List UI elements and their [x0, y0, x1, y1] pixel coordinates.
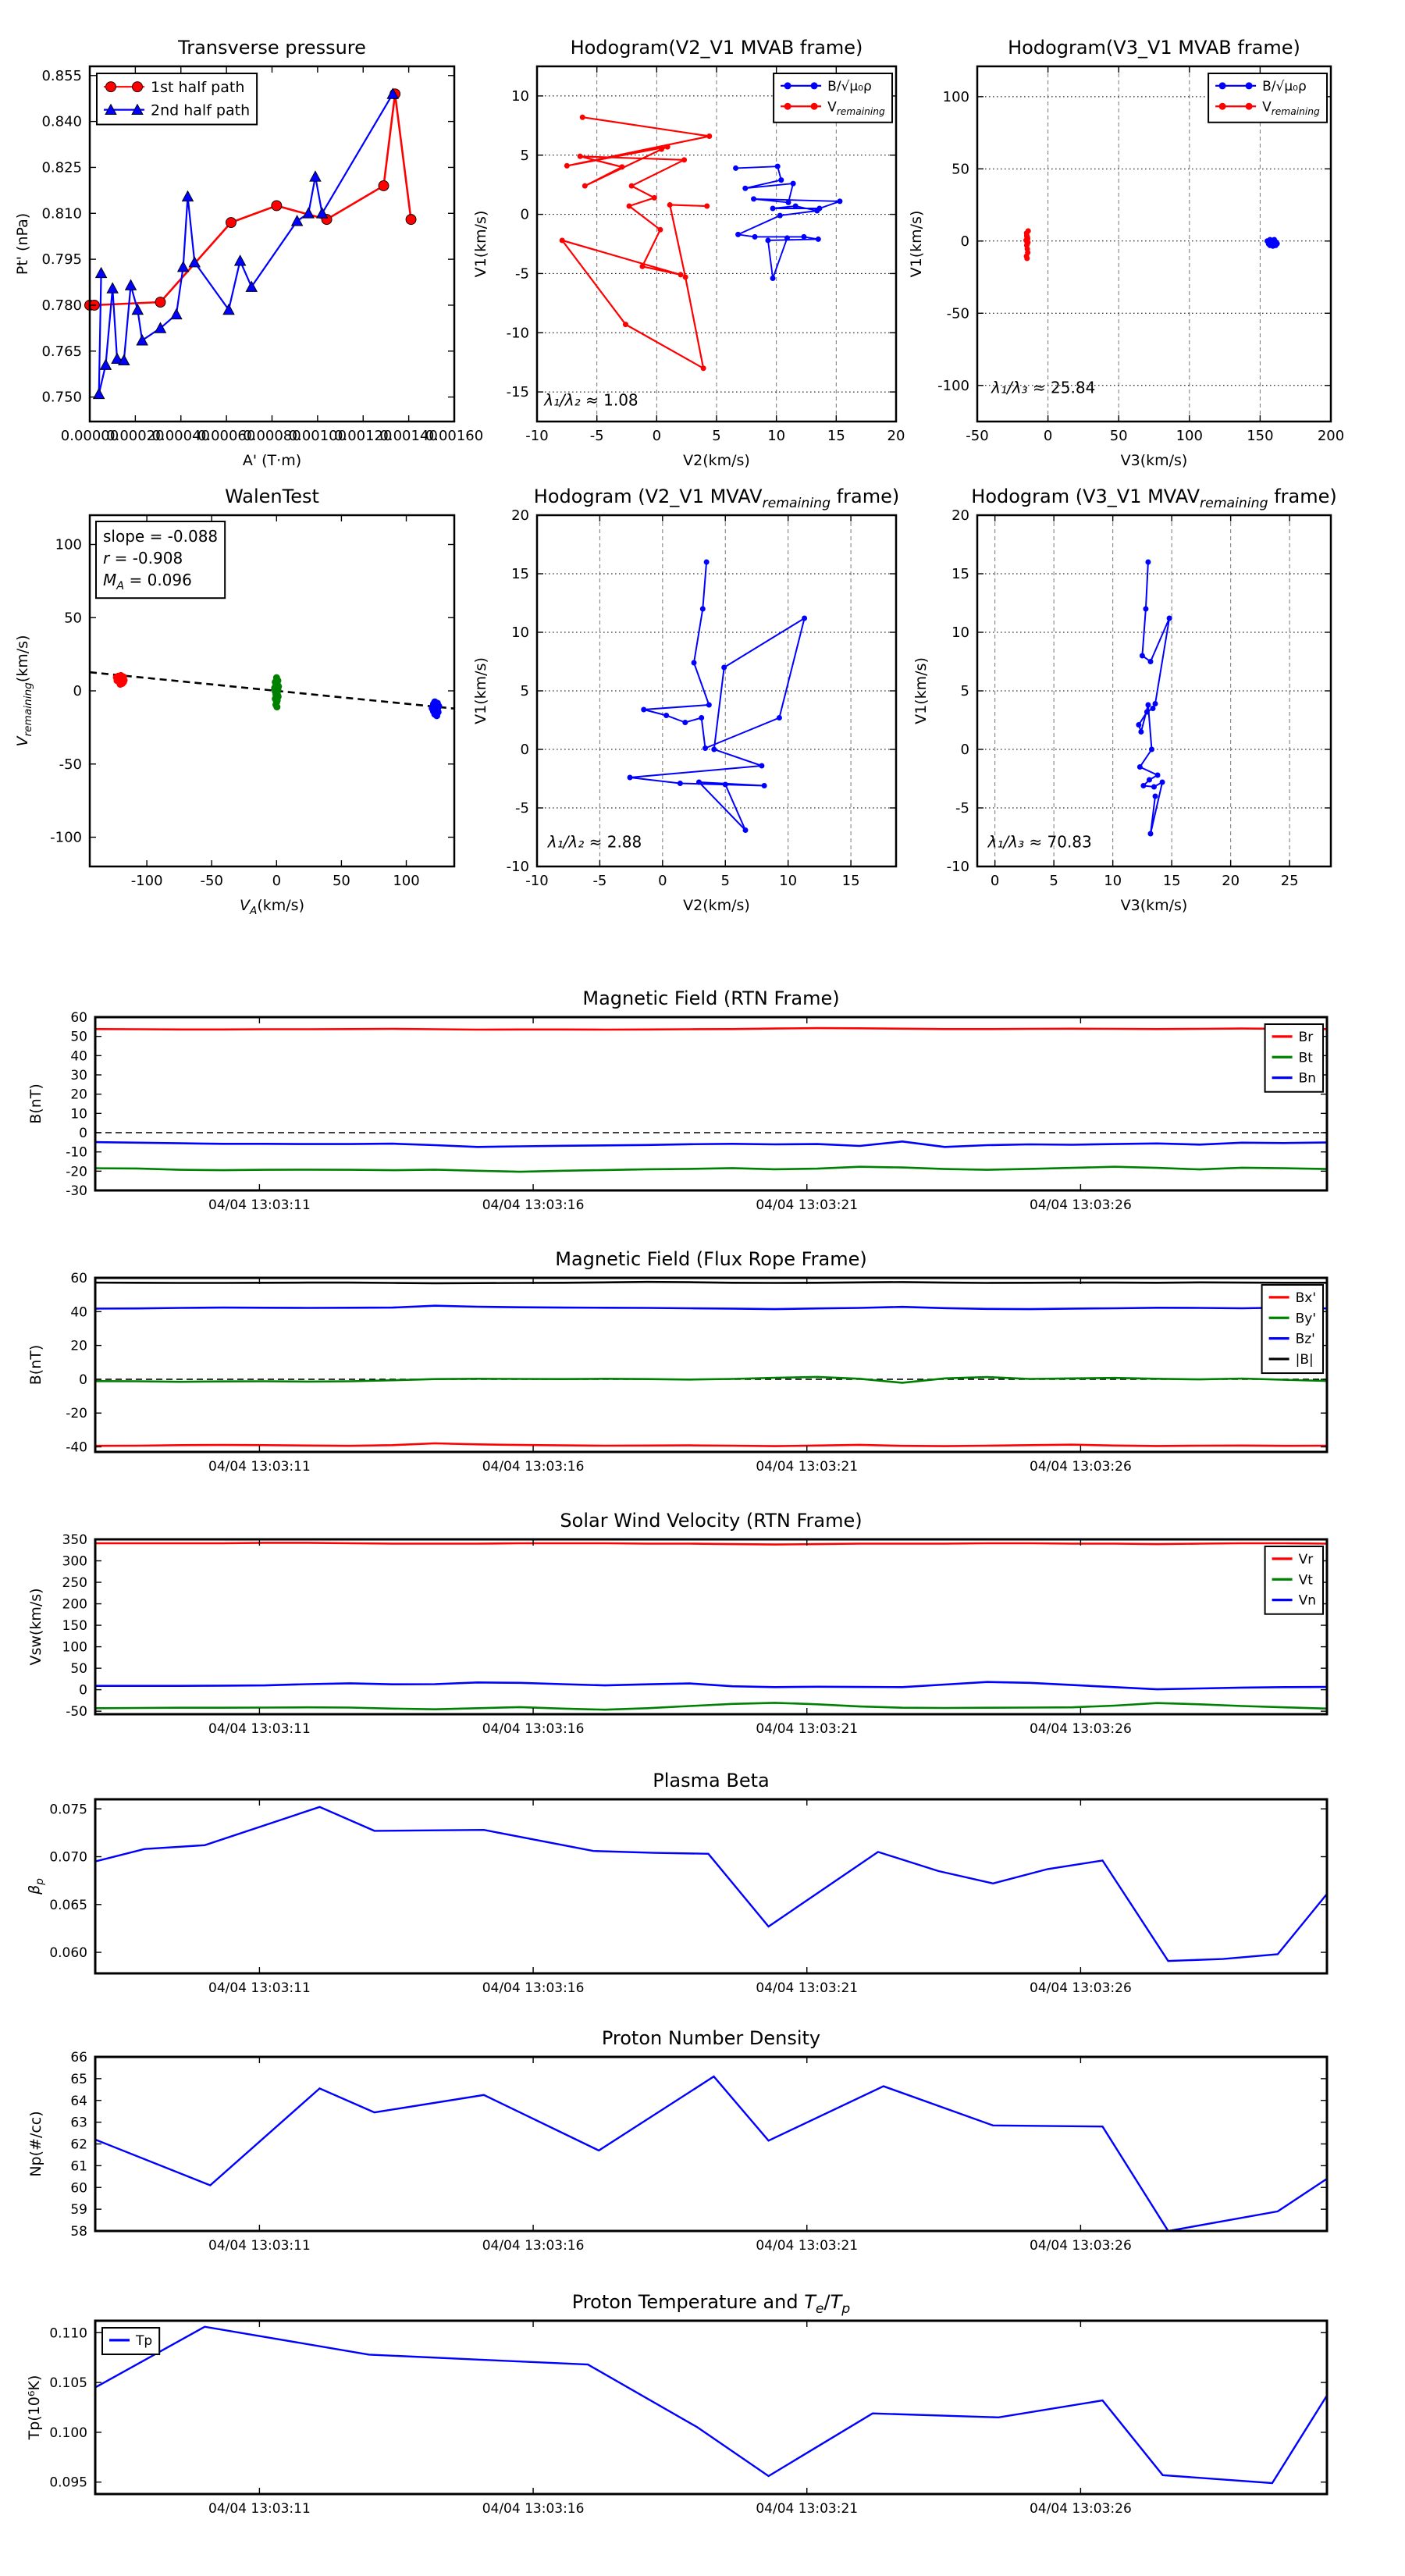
- x-tick-label: 04/04 13:03:21: [756, 1721, 859, 1737]
- x-tick-label: 04/04 13:03:11: [208, 2501, 311, 2517]
- y-tick-label: 60: [70, 1271, 87, 1286]
- legend-label: Vt: [1298, 1572, 1313, 1589]
- x-tick-label: 20: [1222, 873, 1240, 889]
- x-tick-label: 0.00040: [151, 428, 210, 444]
- y-tick-label: 200: [62, 1596, 87, 1613]
- x-axis-label: V2(km/s): [683, 452, 750, 469]
- plot-hodogram-v2v1-mvav: [472, 486, 900, 914]
- y-tick-label: 0.060: [49, 1945, 87, 1962]
- y-tick-label: -5: [515, 800, 529, 817]
- legend: [1265, 1024, 1323, 1092]
- legend: [102, 2328, 159, 2354]
- legend-label: Vr: [1298, 1552, 1314, 1568]
- y-tick-label: 0.750: [41, 389, 82, 406]
- legend-label: 2nd half path: [151, 101, 251, 119]
- series-alfven-red: [113, 672, 128, 688]
- y-tick-label: 300: [62, 1553, 87, 1570]
- x-tick-label: 50: [1109, 428, 1128, 444]
- x-tick-label: 100: [393, 873, 420, 889]
- y-tick-label: -10: [506, 325, 529, 342]
- y-tick-label: 10: [951, 624, 969, 641]
- y-tick-label: 0: [73, 683, 82, 699]
- annotation: λ₁/λ₂ ≈ 1.08: [544, 390, 638, 410]
- x-tick-label: 04/04 13:03:21: [756, 2501, 859, 2517]
- y-tick-label: -10: [506, 859, 529, 875]
- y-tick-label: 60: [70, 2180, 87, 2197]
- x-tick-label: 04/04 13:03:26: [1030, 2501, 1132, 2517]
- x-tick-label: 04/04 13:03:16: [482, 1197, 585, 1213]
- series-alfven-green: [271, 674, 282, 711]
- y-tick-label: -15: [506, 384, 529, 401]
- series-beta-p: [95, 1807, 1327, 1961]
- annotation: λ₁/λ₂ ≈ 2.88: [547, 832, 642, 852]
- x-tick-label: 04/04 13:03:21: [756, 1459, 859, 1475]
- x-tick-label: 04/04 13:03:21: [756, 2238, 859, 2254]
- y-tick-label: -50: [66, 1704, 87, 1720]
- plot-hodogram-v3v1-mvab: [908, 37, 1345, 469]
- series-Np: [95, 2076, 1327, 2231]
- chart-proton-number-density: [27, 2027, 1327, 2254]
- y-axis-label: $V_{remaining}(km/s)$: [14, 635, 34, 747]
- x-tick-label: 100: [1176, 428, 1203, 444]
- y-tick-label: -30: [66, 1183, 87, 1199]
- annotation: λ₁/λ₃ ≈ 70.83: [987, 832, 1092, 852]
- legend-label: Bx': [1295, 1290, 1317, 1307]
- x-tick-label: 5: [720, 873, 730, 889]
- x-tick-label: 10: [767, 428, 786, 444]
- y-tick-label: 0: [79, 1126, 87, 1141]
- chart-hodogram-v2v1-mvab: [472, 37, 905, 469]
- chart-hodogram-v2v1-mvav: [472, 486, 900, 914]
- x-axis-label: $V_A(km/s)$: [240, 897, 304, 917]
- y-tick-label: 59: [70, 2202, 87, 2218]
- y-axis-label: Tp(10⁶K): [26, 2375, 43, 2440]
- y-tick-label: 50: [64, 610, 82, 627]
- x-tick-label: 0: [990, 873, 1000, 889]
- x-axis-label: V2(km/s): [683, 897, 750, 914]
- y-axis-label: V1(km/s): [908, 210, 925, 278]
- x-tick-label: 0.00000: [60, 428, 119, 444]
- chart-hodogram-v3v1-mvab: [908, 37, 1345, 469]
- x-tick-label: 25: [1280, 873, 1299, 889]
- plot-magnetic-field-rtn: [27, 987, 1327, 1213]
- x-tick-label: 0.00020: [106, 428, 165, 444]
- plot-title: Solar Wind Velocity (RTN Frame): [560, 1510, 863, 1532]
- y-tick-label: 0.065: [49, 1897, 87, 1913]
- legend-label: Bz': [1295, 1331, 1315, 1347]
- x-tick-label: 04/04 13:03:21: [756, 1980, 859, 1996]
- plot-title: Transverse pressure: [178, 37, 366, 59]
- y-tick-label: -100: [937, 377, 969, 394]
- chart-walen-test: [14, 486, 454, 917]
- x-tick-label: 50: [332, 873, 350, 889]
- plot-title: Magnetic Field (RTN Frame): [582, 987, 840, 1009]
- x-tick-label: 04/04 13:03:11: [208, 1459, 311, 1475]
- series-2nd half path: [94, 88, 399, 398]
- x-tick-label: -5: [589, 428, 604, 444]
- x-tick-label: 04/04 13:03:26: [1030, 1980, 1132, 1996]
- y-tick-label: -5: [955, 800, 969, 817]
- y-tick-label: 150: [62, 1618, 87, 1635]
- plot-title: Hodogram (V3_V1 $MVAV_{remaining}$ frame): [971, 486, 1337, 512]
- legend-label: Tp: [136, 2333, 153, 2350]
- x-tick-label: 0.00080: [243, 428, 301, 444]
- y-tick-label: 40: [70, 1304, 87, 1321]
- plot-hodogram-v2v1-mvab: [472, 37, 905, 469]
- legend-label: 1st half path: [151, 79, 245, 97]
- y-tick-label: 20: [70, 1338, 87, 1354]
- series-Bn: [95, 1141, 1327, 1147]
- y-tick-label: 63: [70, 2115, 87, 2131]
- y-tick-label: 0: [79, 1372, 87, 1388]
- y-tick-label: 0.855: [41, 67, 82, 84]
- y-tick-label: 0.105: [49, 2375, 87, 2392]
- y-tick-label: 30: [70, 1068, 87, 1083]
- y-tick-label: 58: [70, 2224, 87, 2240]
- legend: [1208, 73, 1327, 123]
- plot-title: Magnetic Field (Flux Rope Frame): [555, 1248, 867, 1270]
- plot-title: Proton Temperature and $T_e/T_p$: [571, 2291, 851, 2318]
- legend-label: By': [1295, 1311, 1317, 1327]
- x-tick-label: 15: [1162, 873, 1181, 889]
- x-tick-label: 0.00120: [334, 428, 393, 444]
- y-tick-label: -50: [59, 756, 82, 773]
- series-Vt: [95, 1703, 1327, 1710]
- x-tick-label: 0.00100: [288, 428, 347, 444]
- x-tick-label: 5: [712, 428, 721, 444]
- y-tick-label: 0.780: [41, 297, 82, 314]
- x-tick-label: 0.00160: [425, 428, 484, 444]
- x-tick-label: 15: [827, 428, 845, 444]
- series-V-path: [628, 560, 808, 834]
- legend-label: $V_{remaining}$: [827, 99, 885, 117]
- legend: [774, 73, 892, 123]
- y-tick-label: 50: [951, 161, 969, 178]
- x-tick-label: -50: [200, 873, 223, 889]
- y-axis-label: Np(#/cc): [27, 2111, 44, 2177]
- chart-solar-wind-velocity-rtn: [27, 1510, 1327, 1737]
- x-tick-label: 04/04 13:03:11: [208, 1197, 311, 1213]
- x-tick-label: 0: [658, 873, 667, 889]
- y-tick-label: 10: [511, 87, 529, 105]
- chart-hodogram-v3v1-mvav: [912, 486, 1337, 914]
- y-tick-label: 5: [520, 683, 529, 699]
- x-tick-label: 04/04 13:03:11: [208, 1980, 311, 1996]
- series-Bt: [95, 1167, 1327, 1172]
- series-B-over-sqrt-mu0rho: [733, 164, 842, 281]
- y-axis-label: B(nT): [27, 1344, 44, 1386]
- plot-plasma-beta: [26, 1770, 1327, 1996]
- y-tick-label: 0.810: [41, 205, 82, 222]
- series-|B|: [95, 1282, 1327, 1283]
- y-axis-label: $\beta_p$: [26, 1878, 46, 1895]
- x-tick-label: 04/04 13:03:26: [1030, 1721, 1132, 1737]
- y-tick-label: 100: [62, 1639, 87, 1656]
- x-tick-label: -50: [966, 428, 989, 444]
- y-tick-label: 350: [62, 1532, 87, 1548]
- x-tick-label: 04/04 13:03:16: [482, 1459, 585, 1475]
- x-tick-label: 0.00060: [197, 428, 256, 444]
- y-tick-label: -20: [66, 1406, 87, 1422]
- annotation: λ₁/λ₃ ≈ 25.84: [991, 378, 1096, 397]
- plot-title: Hodogram(V2_V1 MVAB frame): [570, 37, 863, 59]
- x-tick-label: 0: [272, 873, 282, 889]
- info-box: [96, 521, 225, 598]
- y-tick-label: 0.075: [49, 1802, 87, 1818]
- y-tick-label: -5: [515, 265, 529, 283]
- y-tick-label: 0.070: [49, 1849, 87, 1866]
- y-tick-label: 50: [70, 1029, 87, 1045]
- x-tick-label: 10: [1104, 873, 1122, 889]
- series-Br: [95, 1028, 1327, 1030]
- x-tick-label: 04/04 13:03:26: [1030, 1459, 1132, 1475]
- x-tick-label: 0: [652, 428, 662, 444]
- y-axis-label: V1(km/s): [472, 210, 489, 278]
- plot-hodogram-v3v1-mvav: [912, 486, 1337, 914]
- y-tick-label: 10: [70, 1106, 87, 1123]
- x-tick-label: 04/04 13:03:26: [1030, 2238, 1132, 2254]
- x-tick-label: 0.00140: [379, 428, 438, 444]
- x-tick-label: 5: [1049, 873, 1058, 889]
- y-tick-label: 20: [951, 507, 969, 524]
- y-tick-label: 61: [70, 2158, 87, 2175]
- legend: [1265, 1546, 1323, 1614]
- y-tick-label: 20: [511, 507, 529, 524]
- plot-title: Plasma Beta: [653, 1770, 770, 1791]
- y-tick-label: 0.095: [49, 2475, 87, 2491]
- y-tick-label: 0: [79, 1682, 87, 1699]
- info-line: $M_A = 0.096$: [103, 571, 192, 593]
- y-tick-label: 5: [520, 147, 529, 164]
- x-axis-label: A' (T·m): [242, 452, 302, 469]
- y-tick-label: 15: [951, 566, 969, 582]
- y-tick-label: 0: [520, 206, 529, 223]
- info-line: r = -0.908: [103, 549, 183, 568]
- y-tick-label: -20: [66, 1164, 87, 1180]
- series-Bz': [95, 1306, 1327, 1309]
- x-tick-label: 200: [1317, 428, 1345, 444]
- y-tick-label: -50: [946, 305, 969, 322]
- y-axis-label: Pt' (nPa): [14, 212, 31, 276]
- y-tick-label: 5: [960, 683, 969, 699]
- y-axis-label: B(nT): [27, 1083, 44, 1124]
- y-tick-label: 0.110: [49, 2325, 87, 2342]
- series-V-path: [1136, 560, 1172, 837]
- series-alfven-blue: [429, 699, 442, 720]
- y-tick-label: 10: [511, 624, 529, 641]
- y-tick-label: 0.765: [41, 343, 82, 360]
- legend-label: Bn: [1298, 1070, 1317, 1087]
- y-tick-label: 0.795: [41, 251, 82, 269]
- legend-label: B/√μ₀ρ: [1262, 79, 1307, 95]
- y-tick-label: 0: [960, 742, 969, 758]
- y-tick-label: 0.840: [41, 113, 82, 130]
- x-tick-label: -100: [130, 873, 163, 889]
- plot-title: WalenTest: [225, 486, 319, 507]
- chart-magnetic-field-rtn: [27, 987, 1327, 1213]
- series-Vr: [95, 1542, 1327, 1544]
- x-tick-label: 04/04 13:03:16: [482, 2238, 585, 2254]
- y-tick-label: 0: [520, 742, 529, 758]
- y-tick-label: 0: [960, 233, 969, 250]
- chart-proton-temperature: [26, 2291, 1327, 2517]
- plot-magnetic-field-flux-rope: [27, 1248, 1327, 1475]
- legend-label: $V_{remaining}$: [1262, 99, 1320, 117]
- y-tick-label: -40: [66, 1439, 87, 1456]
- x-tick-label: 04/04 13:03:16: [482, 1721, 585, 1737]
- x-tick-label: 04/04 13:03:11: [208, 1721, 311, 1737]
- y-tick-label: 50: [70, 1661, 87, 1678]
- plot-solar-wind-velocity: [27, 1510, 1327, 1737]
- x-tick-label: 150: [1247, 428, 1274, 444]
- y-tick-label: 100: [55, 536, 82, 553]
- x-tick-label: 04/04 13:03:26: [1030, 1197, 1132, 1213]
- series-V-remaining: [1023, 228, 1031, 261]
- x-tick-label: 10: [779, 873, 798, 889]
- y-axis-label: Vsw(km/s): [27, 1588, 44, 1666]
- series-Tp: [95, 2327, 1327, 2483]
- plot-proton-temperature: [26, 2291, 1327, 2517]
- y-tick-label: 15: [511, 566, 529, 582]
- x-tick-label: 15: [841, 873, 860, 889]
- legend-label: |B|: [1295, 1352, 1314, 1368]
- y-tick-label: -10: [66, 1144, 87, 1161]
- series-B-over-sqrt-mu0rho: [1264, 237, 1280, 248]
- y-tick-label: 0.825: [41, 159, 82, 176]
- legend: [1262, 1285, 1323, 1373]
- x-axis-label: V3(km/s): [1120, 452, 1188, 469]
- info-line: slope = -0.088: [103, 527, 219, 546]
- x-tick-label: -10: [525, 873, 549, 889]
- plot-proton-number-density: [27, 2027, 1327, 2254]
- x-tick-label: 04/04 13:03:21: [756, 1197, 859, 1213]
- y-tick-label: 100: [942, 88, 969, 105]
- y-tick-label: 60: [70, 1010, 87, 1026]
- y-tick-label: 62: [70, 2137, 87, 2153]
- plot-walen-test: [14, 486, 454, 917]
- series-Vn: [95, 1682, 1327, 1689]
- y-tick-label: 66: [70, 2050, 87, 2065]
- x-tick-label: -5: [592, 873, 607, 889]
- x-tick-label: 04/04 13:03:16: [482, 2501, 585, 2517]
- plot-title: Hodogram (V2_V1 $MVAV_{remaining}$ frame): [533, 486, 900, 512]
- x-tick-label: 04/04 13:03:16: [482, 1980, 585, 1996]
- legend: [97, 73, 257, 124]
- y-tick-label: 250: [62, 1575, 87, 1592]
- chart-magnetic-field-flux-rope: [27, 1248, 1327, 1475]
- plot-title: Proton Number Density: [601, 2027, 821, 2049]
- y-tick-label: 40: [70, 1048, 87, 1065]
- plot-title: Hodogram(V3_V1 MVAB frame): [1008, 37, 1300, 59]
- legend-label: Vn: [1298, 1592, 1317, 1609]
- x-axis-label: V3(km/s): [1120, 897, 1188, 914]
- x-tick-label: 04/04 13:03:11: [208, 2238, 311, 2254]
- legend-label: Bt: [1298, 1050, 1313, 1066]
- y-tick-label: -100: [50, 829, 82, 846]
- legend-label: Br: [1298, 1030, 1314, 1046]
- y-tick-label: -10: [946, 859, 969, 875]
- y-tick-label: 0.100: [49, 2425, 87, 2441]
- y-tick-label: 64: [70, 2093, 87, 2109]
- y-axis-label: V1(km/s): [912, 657, 930, 724]
- x-tick-label: 0: [1043, 428, 1053, 444]
- y-tick-label: 65: [70, 2071, 87, 2087]
- y-axis-label: V1(km/s): [472, 657, 489, 724]
- series-Bx': [95, 1443, 1327, 1446]
- x-tick-label: 20: [887, 428, 905, 444]
- y-tick-label: 20: [70, 1087, 87, 1103]
- legend-label: B/√μ₀ρ: [827, 79, 872, 95]
- x-tick-label: -10: [525, 428, 549, 444]
